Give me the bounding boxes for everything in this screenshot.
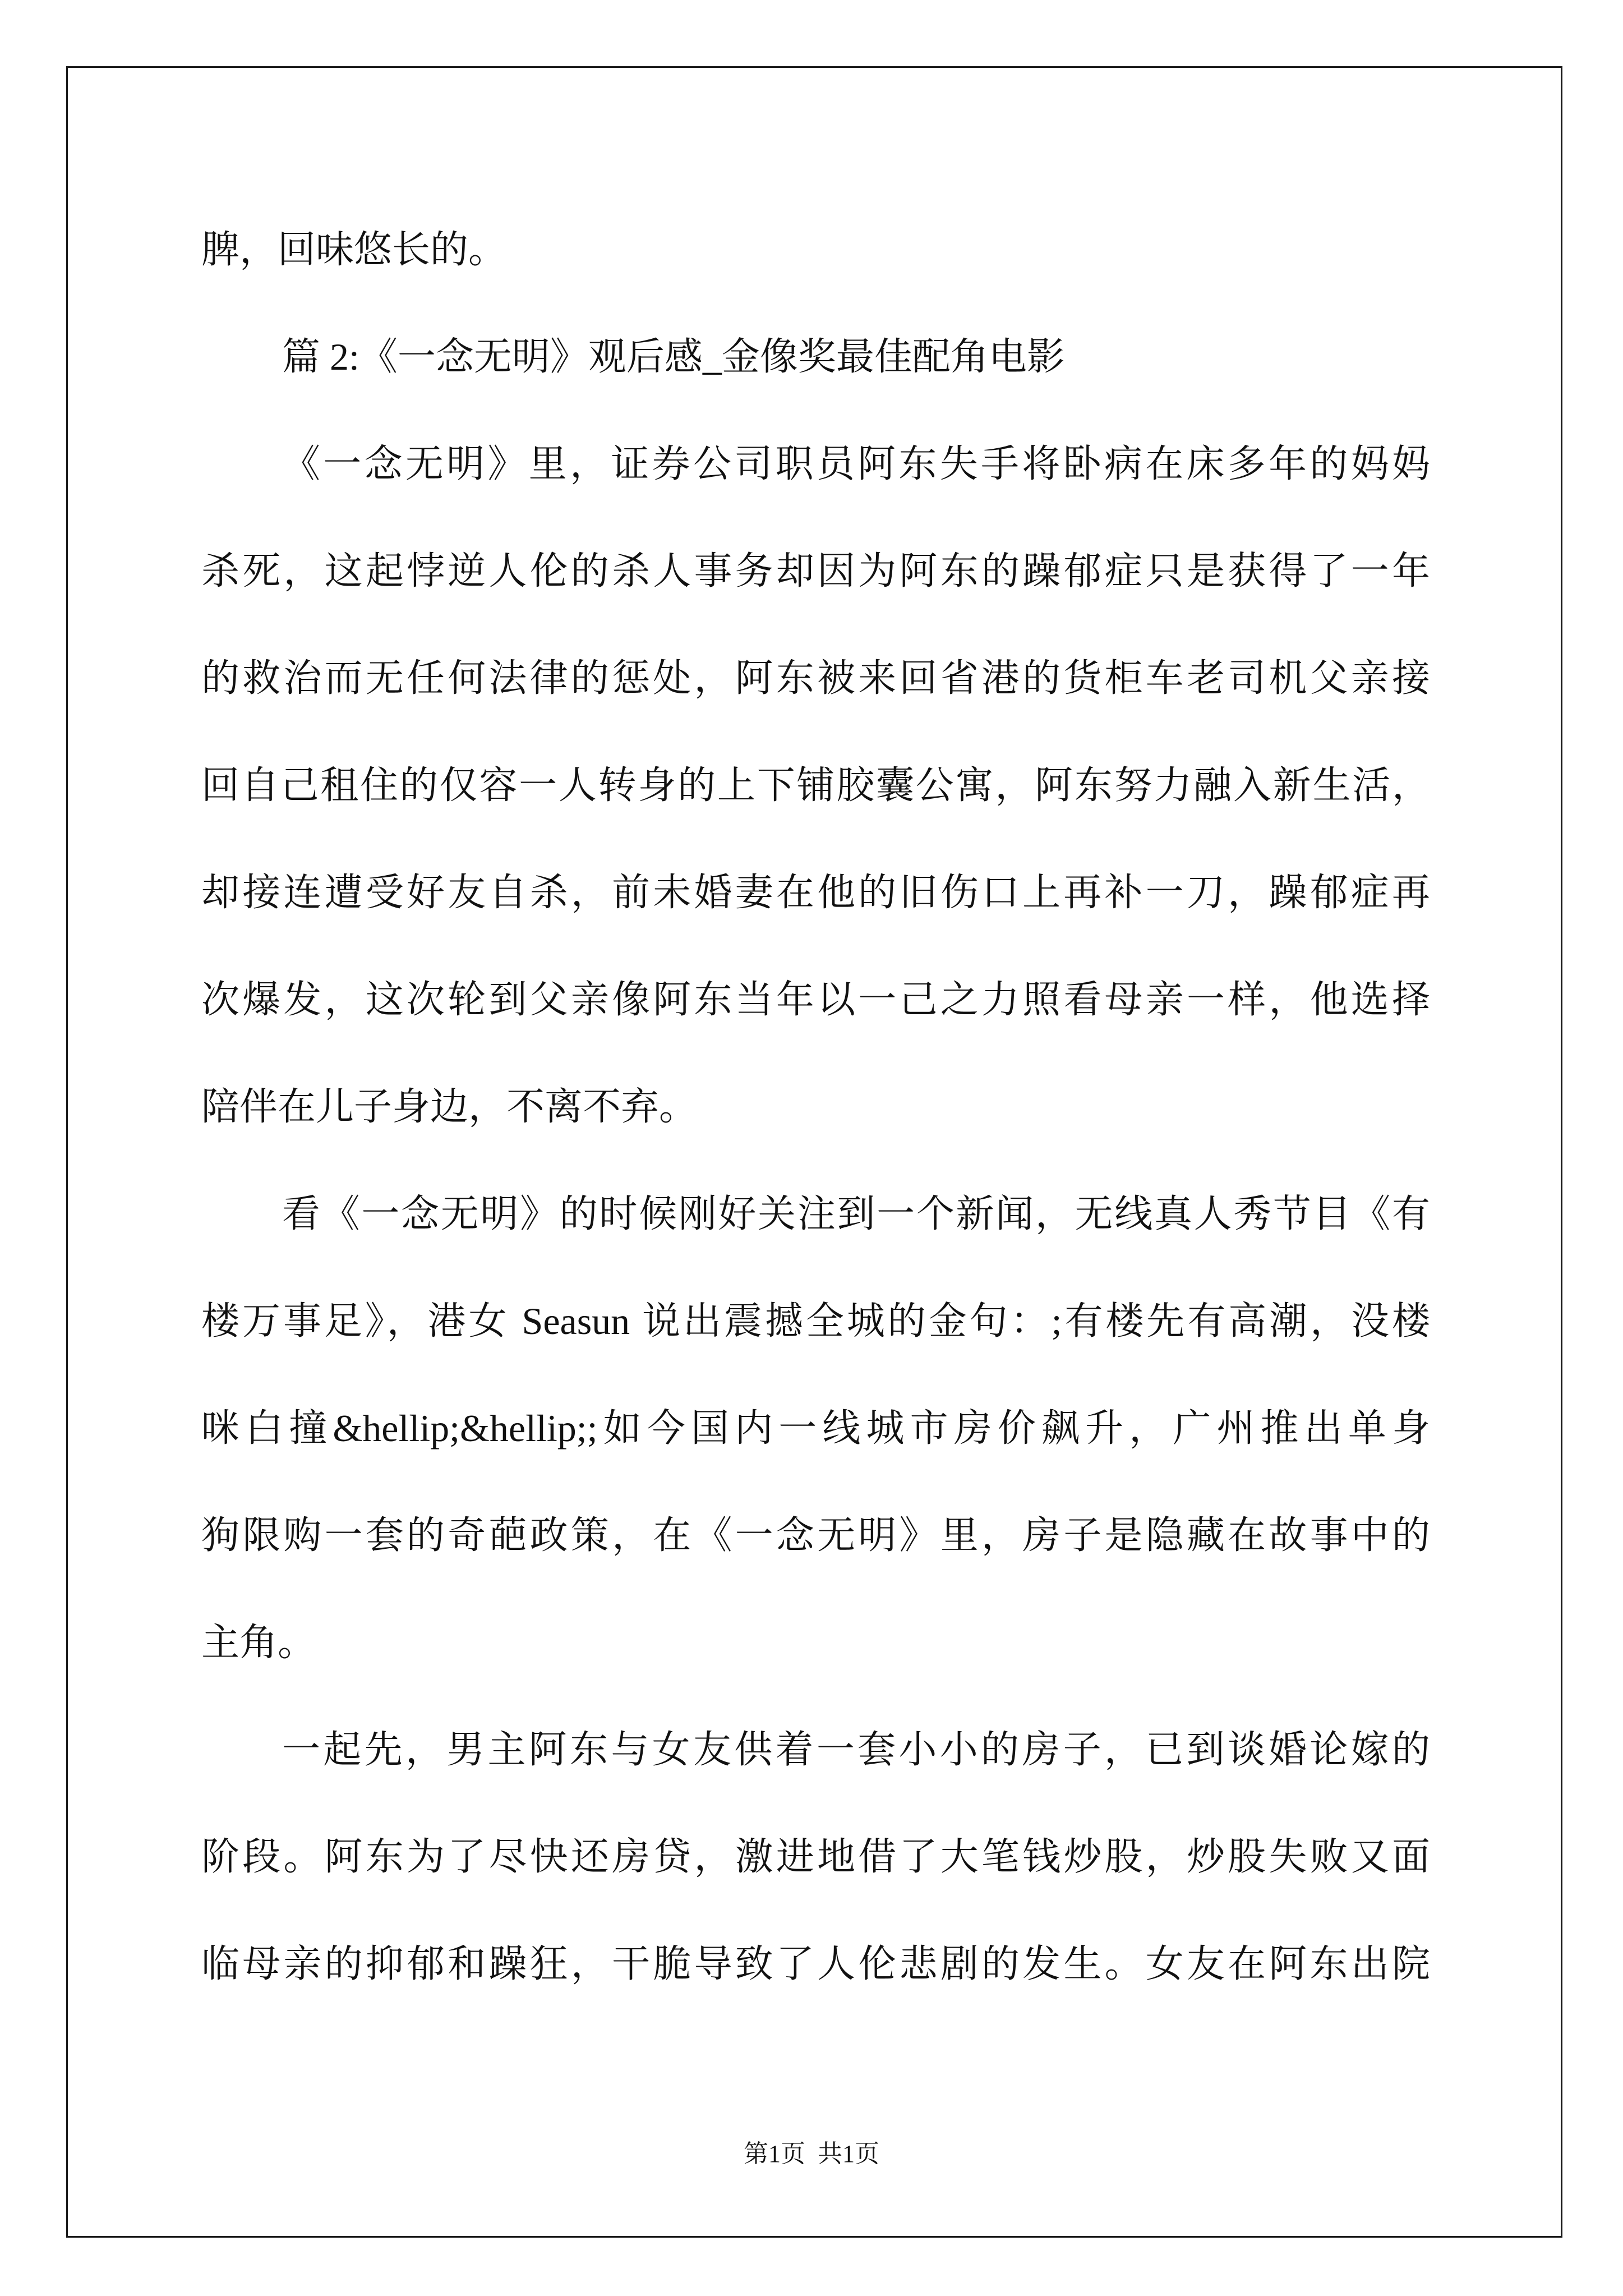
text-line: 陪伴在儿子身边，不离不弃。	[201, 1085, 698, 1128]
text-line: 狗限购一套的奇葩政策，在《一念无明》里，房子是隐藏在故事中的	[201, 1514, 1430, 1557]
paragraph	[201, 1161, 1430, 1696]
text-line: 看《一念无明》的时候刚好关注到一个新闻，无线真人秀节目《有	[282, 1193, 1430, 1235]
text-line: 脾，回味悠长的。	[201, 228, 507, 271]
text-line: 临母亲的抑郁和躁狂，干脆导致了人伦悲剧的发生。女友在阿东出院	[201, 1943, 1430, 1985]
article-title	[201, 303, 1430, 411]
text-line: 回自己租住的仅容一人转身的上下铺胶囊公寓，阿东努力融入新生活，	[201, 764, 1430, 807]
text-line: 咪白撞&hellip;&hellip;;如今国内一线城市房价飙升，广州推出单身	[201, 1407, 1430, 1450]
page-footer: 第1页 共1页	[744, 2140, 879, 2168]
text-line: 楼万事足》，港女 Seasun 说出震撼全城的金句：;有楼先有高潮，没楼	[201, 1300, 1430, 1342]
text-line: 主角。	[201, 1621, 316, 1664]
title-line: 篇 2:《一念无明》观后感_金像奖最佳配角电影	[282, 335, 1065, 378]
text-line: 次爆发，这次轮到父亲像阿东当年以一己之力照看母亲一样，他选择	[201, 978, 1430, 1021]
document-body	[201, 196, 1430, 2018]
text-line: 的救治而无任何法律的惩处，阿东被来回省港的货柜车老司机父亲接	[201, 657, 1430, 700]
text-line: 阶段。阿东为了尽快还房贷，激进地借了大笔钱炒股，炒股失败又面	[201, 1835, 1430, 1878]
paragraph	[201, 411, 1430, 1161]
text-line: 一起先，男主阿东与女友供着一套小小的房子，已到谈婚论嫁的	[282, 1728, 1430, 1771]
text-line: 杀死，这起悖逆人伦的杀人事务却因为阿东的躁郁症只是获得了一年	[201, 550, 1430, 592]
paragraph	[201, 196, 1430, 303]
text-line: 《一念无明》里，证券公司职员阿东失手将卧病在床多年的妈妈	[282, 443, 1430, 485]
text-line: 却接连遭受好友自杀，前未婚妻在他的旧伤口上再补一刀，躁郁症再	[201, 871, 1430, 914]
paragraph	[201, 1696, 1430, 2018]
